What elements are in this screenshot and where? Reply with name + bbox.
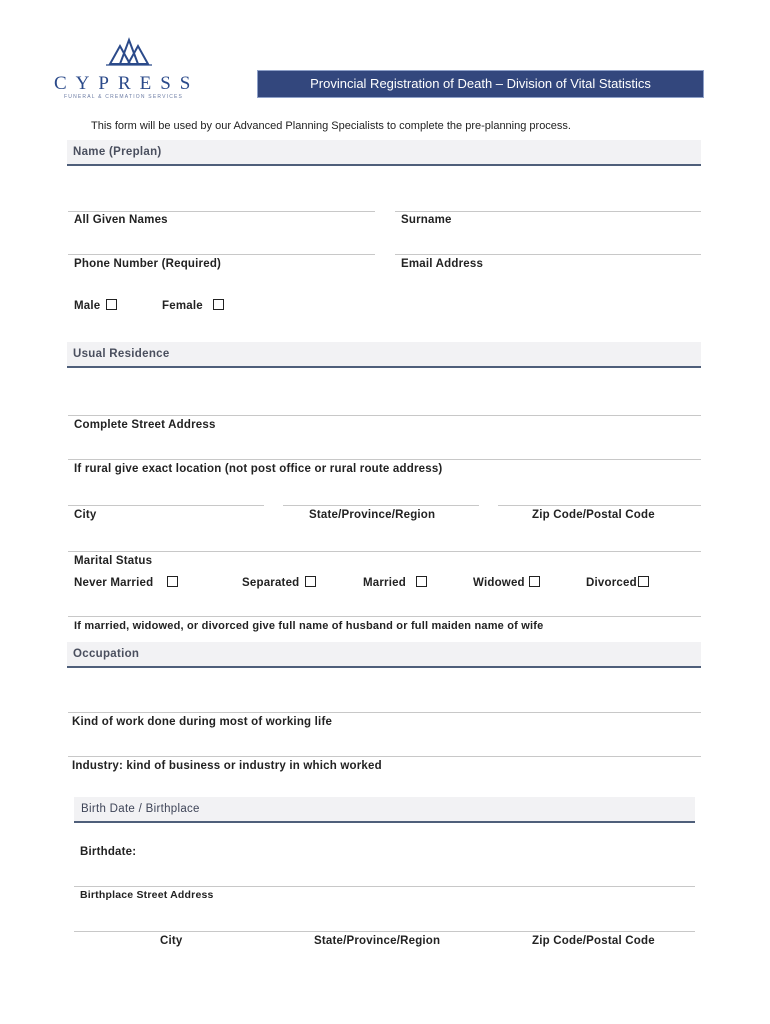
- kind-of-work-line[interactable]: [68, 712, 701, 713]
- male-label: Male: [74, 300, 101, 312]
- email-label: Email Address: [401, 258, 484, 270]
- marital-status-label: Marital Status: [74, 555, 153, 567]
- zip-line[interactable]: [498, 505, 701, 506]
- never-married-checkbox[interactable]: [167, 576, 178, 587]
- email-line[interactable]: [395, 254, 701, 255]
- female-label: Female: [162, 300, 203, 312]
- separated-option: [242, 577, 316, 589]
- birthplace-street-label: Birthplace Street Address: [80, 889, 214, 901]
- form-intro: This form will be used by our Advanced Planning Specialists to complete the pre-planning process.: [91, 120, 571, 132]
- divorced-option: [586, 577, 649, 589]
- given-names-line[interactable]: [68, 211, 375, 212]
- city-label: City: [74, 509, 97, 521]
- state-line[interactable]: [283, 505, 479, 506]
- separated-label: Separated: [242, 577, 300, 589]
- surname-line[interactable]: [395, 211, 701, 212]
- city-line[interactable]: [68, 505, 264, 506]
- zip-label: Zip Code/Postal Code: [532, 509, 655, 521]
- birth-city-label: City: [160, 935, 183, 947]
- married-checkbox[interactable]: [416, 576, 427, 587]
- married-option: [363, 577, 427, 589]
- industry-line[interactable]: [68, 756, 701, 757]
- brand-subtitle: FUNERAL & CREMATION SERVICES: [64, 94, 184, 100]
- street-address-line[interactable]: [68, 415, 701, 416]
- state-label: State/Province/Region: [309, 509, 436, 521]
- birthplace-street-line[interactable]: [74, 931, 695, 932]
- phone-label: Phone Number (Required): [74, 258, 222, 270]
- birth-zip-label: Zip Code/Postal Code: [532, 935, 655, 947]
- section-occupation: Occupation: [67, 642, 701, 668]
- widowed-label: Widowed: [473, 577, 525, 589]
- form-title: Provincial Registration of Death – Division of Vital Statistics: [257, 70, 704, 98]
- phone-line[interactable]: [68, 254, 375, 255]
- section-name-preplan: Name (Preplan): [67, 140, 701, 166]
- birthdate-line[interactable]: [74, 886, 695, 887]
- given-names-label: All Given Names: [74, 214, 168, 226]
- widowed-option: [473, 577, 540, 589]
- section-usual-residence: Usual Residence: [67, 342, 701, 368]
- industry-label: Industry: kind of business or industry in which worked: [72, 760, 382, 772]
- male-option: [74, 300, 117, 312]
- male-checkbox[interactable]: [106, 299, 117, 310]
- brand-name: CYPRESS: [54, 73, 200, 94]
- marital-divider: [68, 551, 701, 552]
- section-birth: Birth Date / Birthplace: [74, 797, 695, 823]
- street-address-label: Complete Street Address: [74, 419, 216, 431]
- separated-checkbox[interactable]: [305, 576, 316, 587]
- female-option: [162, 300, 224, 312]
- spouse-name-line[interactable]: [68, 616, 701, 617]
- rural-location-label: If rural give exact location (not post office or rural route address): [74, 463, 443, 475]
- never-married-option: [74, 577, 178, 589]
- never-married-label: Never Married: [74, 577, 154, 589]
- kind-of-work-label: Kind of work done during most of working life: [72, 716, 333, 728]
- mountain-logo-icon: [104, 36, 154, 66]
- spouse-name-label: If married, widowed, or divorced give full name of husband or full maiden name of wife: [74, 620, 544, 632]
- female-checkbox[interactable]: [213, 299, 224, 310]
- rural-location-line[interactable]: [68, 459, 701, 460]
- widowed-checkbox[interactable]: [529, 576, 540, 587]
- surname-label: Surname: [401, 214, 452, 226]
- birthdate-label: Birthdate:: [80, 846, 137, 858]
- divorced-label: Divorced: [586, 577, 637, 589]
- married-label: Married: [363, 577, 406, 589]
- divorced-checkbox[interactable]: [638, 576, 649, 587]
- birth-state-label: State/Province/Region: [314, 935, 441, 947]
